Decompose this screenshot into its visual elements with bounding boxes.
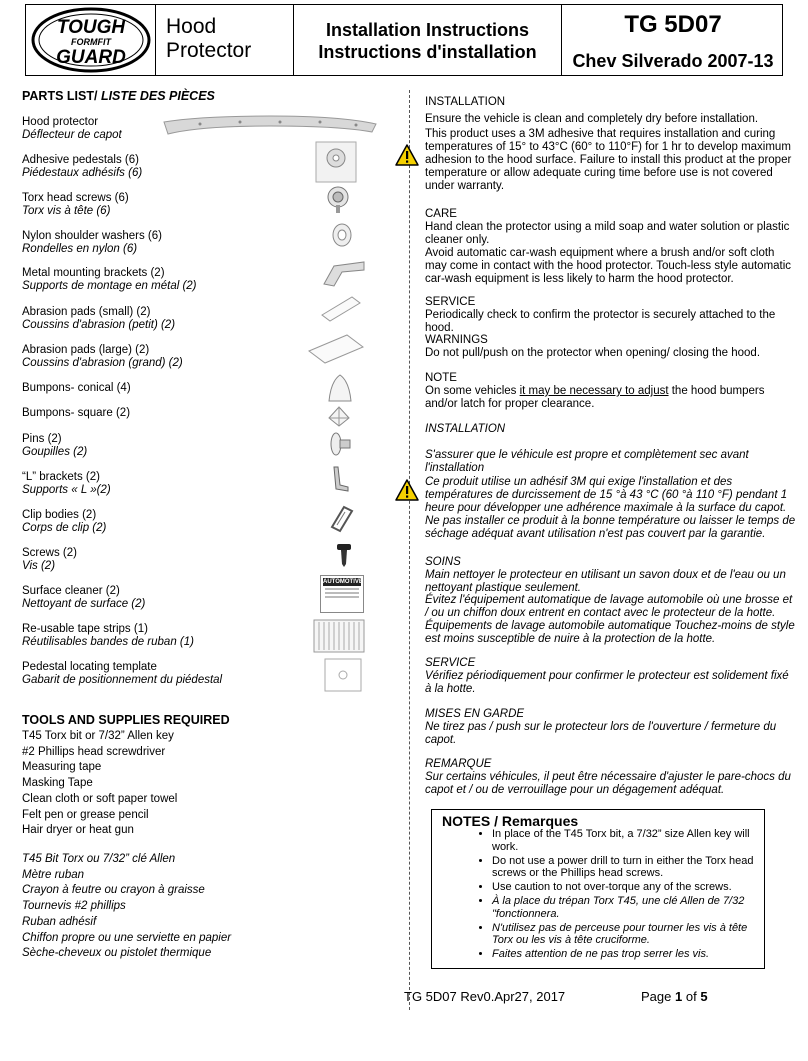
part-item — [22, 623, 194, 649]
warnings-text-fr: Ne tirez pas / push sur le protecteur lors de l'ouverture / fermeture du capot. — [425, 721, 777, 746]
part-item — [22, 306, 175, 332]
part-name: Surface cleaner (2) — [22, 585, 120, 597]
part-name-fr: Gabarit de positionnement du piédestal — [22, 674, 223, 686]
product-title — [166, 15, 251, 63]
part-name: Bumpons- conical (4) — [22, 382, 131, 394]
surface-cleaner-illustration — [320, 575, 364, 613]
tool-item-fr: Sèche-cheveux ou pistolet thermique — [22, 947, 212, 960]
abrasion-pad-large-illustration — [307, 333, 365, 365]
pedestal-template-illustration — [323, 657, 363, 693]
part-name-fr: Supports « L »(2) — [22, 484, 111, 496]
tools-list-fr — [22, 852, 231, 962]
notes-list — [432, 828, 760, 962]
service-title-fr: SERVICE — [425, 657, 476, 669]
abrasion-pad-small-illustration — [318, 293, 362, 323]
tool-item: Measuring tape — [22, 761, 102, 774]
tool-item: T45 Torx bit or 7/32” Allen key — [22, 730, 174, 742]
tool-item-fr: Crayon à feutre ou crayon à graisse — [22, 884, 205, 897]
tool-item-fr: Ruban adhésif — [22, 915, 97, 928]
note-item: • À la place du trépan Torx T45, une clé Allen de 7/32 "fonctionnera. — [492, 895, 760, 921]
tools-list-en — [22, 729, 177, 839]
part-name: Abrasion pads (large) (2) — [22, 344, 150, 356]
warnings-title: WARNINGS — [425, 334, 488, 346]
product-code: TG 5D07 — [624, 11, 722, 38]
part-item — [22, 585, 145, 611]
part-name: Re-usable tape strips (1) — [22, 623, 148, 635]
tape-strips-illustration — [312, 618, 366, 654]
installation-p2: This product uses a 3M adhesive that requires installation and curing temperatures of 15° to 43°C (60° to 110°F) for 1 hr to develop maximum adhesion to the hood surface. Failure to install this product at the proper temperature or allow adequate curing time before use is not covered under warranty. — [425, 128, 792, 192]
logo-line2: FORMFIT — [71, 37, 111, 47]
footer-page-number: Page 1 of 5 — [641, 989, 708, 1004]
tool-item-fr: T45 Bit Torx ou 7/32” clé Allen — [22, 853, 176, 865]
service-text-fr: Vérifiez périodiquement pour confirmer le protecteur est solidement fixé à la hotte. — [425, 670, 789, 695]
parts-list-title: PARTS LIST/ LISTE DES PIÈCES — [22, 89, 215, 103]
current-page: 1 — [675, 989, 683, 1004]
part-item — [22, 116, 122, 142]
adhesive-pedestal-illustration — [312, 140, 360, 184]
part-name: Clip bodies (2) — [22, 509, 97, 521]
instructions-title-en: Installation Instructions — [325, 20, 530, 40]
note-title: NOTE — [425, 372, 457, 384]
logo-line3: GUARD — [56, 47, 126, 68]
tool-item-fr: Mètre ruban — [22, 868, 85, 881]
document-header — [25, 4, 783, 76]
note-item: • Use caution to not over-torque any of the screws. — [492, 881, 760, 894]
part-name: Metal mounting brackets (2) — [22, 267, 165, 279]
care-text-2-fr: Évitez l'équipement automatique de lavage automobile où une brosse et / ou un chiffon doux entrent en contact avec le protecteur de la hotte. Équipements de lavage automobile automatique Touchez-moins de style est moins susceptible de nuire à la protection de la hotte. — [425, 594, 795, 645]
installation-p2-fr: Ce produit utilise un adhésif 3M qui exige l'installation et des températures de durcissement de 15 °à 43 °C (60 °à 110 °F) pendant 1 heure pour développer une adhérence maximale à la surface du capot. Ne pas installer ce produit à la bonne température ou laisser le temps de séchage adéquat avant utilisation n'est pas couvert par la garantie. — [425, 476, 796, 540]
tool-item-fr: Tournevis #2 phillips — [22, 900, 126, 913]
part-name: Abrasion pads (small) (2) — [22, 306, 151, 318]
installation-title: INSTALLATION — [425, 96, 506, 108]
part-item — [22, 154, 142, 180]
part-name: Nylon shoulder washers (6) — [22, 230, 162, 242]
part-name-fr: Coussins d'abrasion (grand) (2) — [22, 357, 183, 369]
part-name-fr: Supports de montage en métal (2) — [22, 280, 197, 292]
total-pages: 5 — [700, 989, 708, 1004]
product-code-cell — [562, 5, 784, 75]
l-bracket-illustration — [328, 465, 352, 493]
note-text-fr: Sur certains véhicules, il peut être nécessaire d'ajuster le pare-chocs du capot et / ou de verrouillage pour un dégagement adéquat. — [425, 771, 791, 796]
part-item — [22, 267, 197, 293]
tools-title: TOOLS AND SUPPLIES REQUIRED — [22, 713, 230, 727]
part-item — [22, 192, 129, 218]
product-title-line1: Hood — [166, 15, 217, 38]
part-name: Pins (2) — [22, 433, 62, 445]
part-name-fr: Goupilles (2) — [22, 446, 88, 458]
tool-item: Hair dryer or heat gun — [22, 824, 134, 837]
column-divider — [409, 90, 410, 1010]
tool-item: Felt pen or grease pencil — [22, 808, 149, 821]
instructions-title-fr: Instructions d'installation — [318, 42, 537, 62]
note-item: • In place of the T45 Torx bit, a 7/32” size Allen key will work. — [492, 828, 760, 854]
part-name-fr: Corps de clip (2) — [22, 522, 107, 534]
care-text-2: Avoid automatic car-wash equipment where a brush and/or soft cloth may come in contact with the hood protector. Touch-less style automatic car-wash equipment is less likely to harm the hood protector. — [425, 247, 792, 285]
part-name: Adhesive pedestals (6) — [22, 154, 139, 166]
part-name-fr: Rondelles en nylon (6) — [22, 243, 138, 255]
tool-item: Masking Tape — [22, 777, 93, 790]
part-item — [22, 407, 130, 420]
tool-item: Clean cloth or soft paper towel — [22, 792, 178, 805]
tool-item-fr: Chiffon propre ou une serviette en papier — [22, 931, 232, 944]
part-item — [22, 344, 183, 370]
part-name-fr: Coussins d'abrasion (petit) (2) — [22, 319, 176, 331]
torx-screw-illustration — [325, 185, 351, 215]
metal-bracket-illustration — [320, 258, 368, 288]
instructions-cell — [294, 5, 562, 75]
part-name-fr: Nettoyant de surface (2) — [22, 598, 146, 610]
part-item — [22, 230, 162, 256]
part-item — [22, 547, 77, 573]
service-title: SERVICE — [425, 296, 476, 308]
part-name-fr: Torx vis à tête (6) — [22, 205, 111, 217]
part-item — [22, 661, 222, 687]
note-underlined: it may be necessary to adjust — [519, 385, 669, 397]
part-name: Bumpons- square (2) — [22, 407, 131, 419]
warnings-title-fr: MISES EN GARDE — [425, 708, 525, 720]
part-name: Hood protector — [22, 116, 99, 128]
bumpon-conical-illustration — [327, 373, 353, 403]
part-name-fr: Vis (2) — [22, 560, 56, 572]
tool-item: #2 Phillips head screwdriver — [22, 745, 166, 758]
installation-p1-fr: S'assurer que le véhicule est propre et complètement sec avant l'installation — [425, 449, 749, 474]
part-item — [22, 509, 106, 535]
pin-illustration — [328, 430, 352, 458]
part-item — [22, 382, 131, 395]
clip-body-illustration — [326, 503, 356, 533]
installation-p1: Ensure the vehicle is clean and completely dry before installation. — [425, 113, 759, 125]
part-name: Torx head screws (6) — [22, 192, 129, 204]
care-title: CARE — [425, 208, 457, 220]
note-item: • N'utilisez pas de perceuse pour tourner les vis à tête Torx ou les vis à tête cruciforme. — [492, 922, 760, 948]
product-title-line2: Protector — [166, 39, 252, 62]
tough-guard-logo — [27, 5, 155, 75]
nylon-washer-illustration — [330, 222, 354, 248]
footer-document-id: TG 5D07 Rev0.Apr27, 2017 — [404, 989, 566, 1004]
logo-cell — [26, 5, 156, 75]
part-name: Screws (2) — [22, 547, 77, 559]
product-title-cell — [156, 5, 294, 75]
notes-title: NOTES / Remarques — [442, 813, 579, 829]
warnings-text: Do not pull/push on the protector when opening/ closing the hood. — [425, 347, 761, 359]
hood-protector-illustration — [160, 112, 380, 138]
surface-cleaner-label: AUTOMOTIVE — [323, 579, 363, 585]
part-name-fr: Piédestaux adhésifs (6) — [22, 167, 143, 179]
note-title-fr: REMARQUE — [425, 758, 492, 770]
part-name: “L” brackets (2) — [22, 471, 100, 483]
note-text: On some vehicles it may be necessary to adjust the hood bumpers and/or latch for proper clearance. — [425, 385, 765, 410]
part-name-fr: Déflecteur de capot — [22, 129, 122, 141]
screw-illustration — [336, 542, 352, 568]
notes-box — [431, 809, 765, 969]
part-item — [22, 433, 87, 459]
note-item: • Faites attention de ne pas trop serrer les vis. — [492, 948, 760, 961]
bumpon-square-illustration — [326, 404, 352, 428]
care-title-fr: SOINS — [425, 556, 461, 568]
care-text-1: Hand clean the protector using a mild soap and water solution or plastic cleaner only. — [425, 221, 790, 246]
installation-title-fr: INSTALLATION — [425, 423, 506, 435]
part-name-fr: Réutilisables bandes de ruban (1) — [22, 636, 194, 648]
part-name: Pedestal locating template — [22, 661, 157, 673]
parts-list-title-fr: LISTE DES PIÈCES — [100, 89, 215, 103]
care-text-1-fr: Main nettoyer le protecteur en utilisant un savon doux et de l'eau ou un nettoyant plastique seulement. — [425, 569, 786, 594]
part-item — [22, 471, 111, 497]
warning-triangle-icon — [394, 143, 420, 167]
note-item: • Do not use a power drill to turn in either the Torx head screws or the Phillips head screws. — [492, 855, 760, 881]
warning-triangle-icon — [394, 478, 420, 502]
service-text: Periodically check to confirm the protector is securely attached to the hood. — [425, 309, 776, 334]
logo-line1: TOUGH — [56, 17, 126, 38]
vehicle-model: Chev Silverado 2007-13 — [572, 51, 774, 71]
